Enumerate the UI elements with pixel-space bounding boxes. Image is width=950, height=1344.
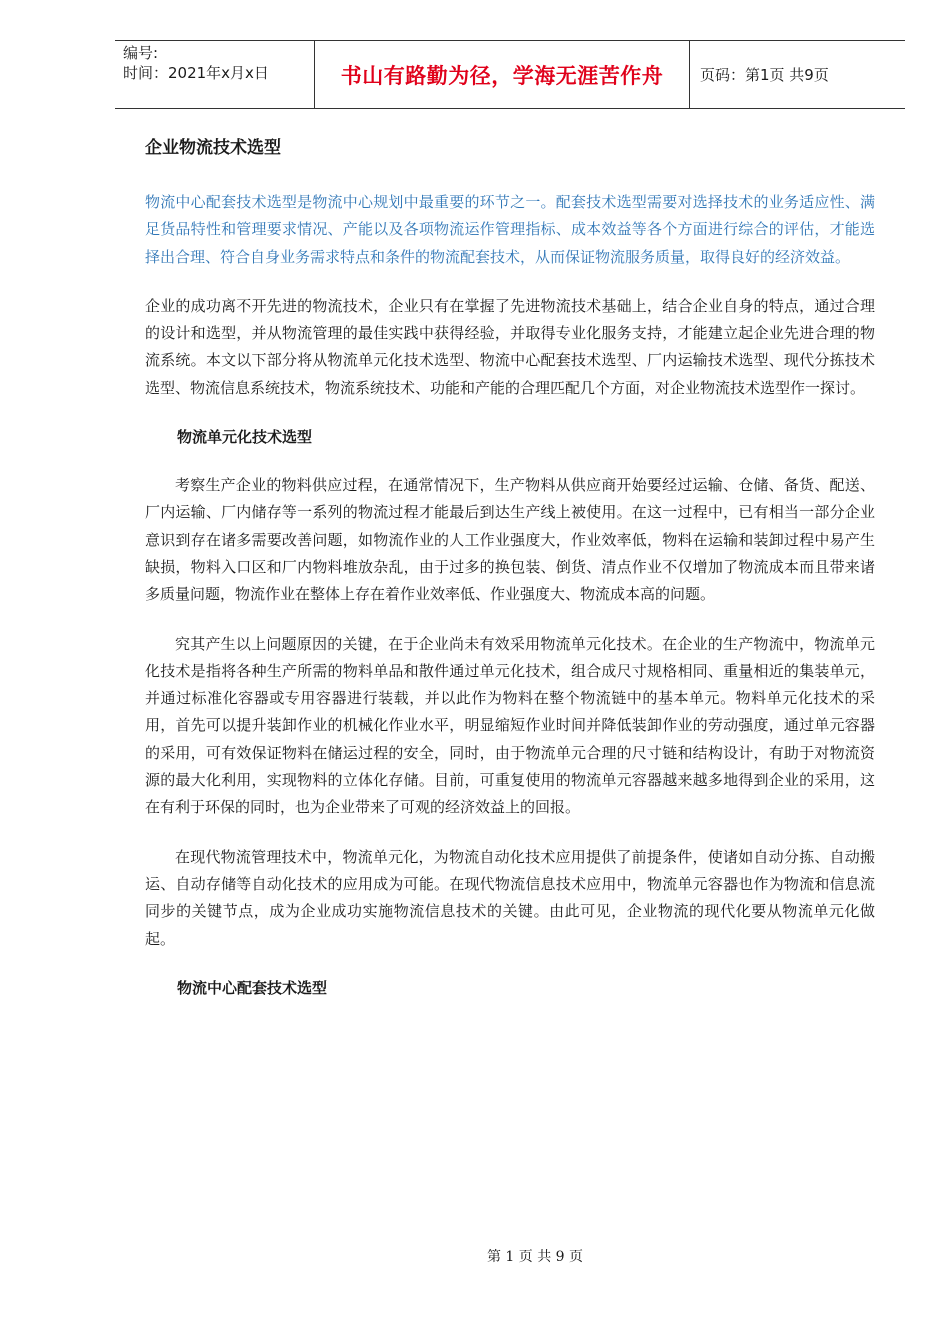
header-motto-cell <box>315 41 690 108</box>
body-paragraph: 考察生产企业的物料供应过程，在通常情况下，生产物料从供应商开始要经过运输、仓储、备货、配送、厂内运输、厂内储存等一系列的物流过程才能最后到达生产线上被使用。在这一过程中，已有相当一部分企业意识到存在诸多需要改善问题，如物流作业的人工作业强度大，作业效率低，物料在运输和装卸过程中易产生缺损，物料入口区和厂内物料堆放杂乱，由于过多的换包装、倒货、清点作业不仅增加了物流成本而且带来诸多质量问题，物流作业在整体上存在着作业效率低、作业强度大、物流成本高的问题。 <box>145 476 875 604</box>
intro-paragraph: 物流中心配套技术选型是物流中心规划中最重要的环节之一。配套技术选型需要对选择技术的业务适应性、满足货品特性和管理要求情况、产能以及各项物流运作管理指标、成本效益等各个方面进行综合的评估，才能选择出合理、符合自身业务需求特点和条件的物流配套技术，从而保证物流服务质量，取得良好的经济效益。 <box>145 193 875 266</box>
body-paragraph: 企业的成功离不开先进的物流技术，企业只有在掌握了先进物流技术基础上，结合企业自身的特点，通过合理的设计和选型，并从物流管理的最佳实践中获得经验，并取得专业化服务支持，才能建立起企业先进合理的物流系统。本文以下部分将从物流单元化技术选型、物流中心配套技术选型、厂内运输技术选型、现代分拣技术选型、物流信息系统技术，物流系统技术、功能和产能的合理匹配几个方面，对企业物流技术选型作一探讨。 <box>145 296 875 397</box>
document-title: 企业物流技术选型 <box>145 138 281 158</box>
section-heading: 物流单元化技术选型 <box>177 428 313 447</box>
body-paragraph: 究其产生以上问题原因的关键，在于企业尚未有效采用物流单元化技术。在企业的生产物流中，物流单元化技术是指将各种生产所需的物料单品和散件通过单元化技术，组合成尺寸规格相同、重量相近的集装单元，并通过标准化容器或专用容器进行装载，并以此作为物料在整个物流链中的基本单元。物料单元化技术的采用，首先可以提升装卸作业的机械化作业水平，明显缩短作业时间并降低装卸作业的劳动强度，通过单元容器的采用，可有效保证物料在储运过程的安全，同时，由于物流单元合理的尺寸链和结构设计，有助于对物流资源的最大化利用，实现物料的立体化存储。目前，可重复使用的物流单元容器越来越多地得到企业的采用，这在有利于环保的同时，也为企业带来了可观的经济效益上的回报。 <box>145 634 875 817</box>
document-body <box>145 135 875 1023</box>
body-paragraph: 在现代物流管理技术中，物流单元化，为物流自动化技术应用提供了前提条件，使诸如自动分拣、自动搬运、自动存储等自动化技术的应用成为可能。在现代物流信息技术应用中，物流单元容器也作为物流和信息流同步的关键节点，成为企业成功实施物流信息技术的关键。由此可见，企业物流的现代化要从物流单元化做起。 <box>145 847 875 948</box>
serial-number-label: 编号: <box>123 44 159 62</box>
page-number-label: 页码：第1页 共9页 <box>700 66 829 84</box>
time-label: 时间：2021年x月x日 <box>123 64 269 82</box>
page-header <box>115 40 905 109</box>
header-meta-cell <box>115 41 315 108</box>
section-heading: 物流中心配套技术选型 <box>177 978 328 997</box>
page-footer: 第 1 页 共 9 页 <box>486 1249 584 1265</box>
header-page-cell <box>690 41 905 108</box>
motto-text: 书山有路勤为径，学海无涯苦作舟 <box>340 63 664 88</box>
